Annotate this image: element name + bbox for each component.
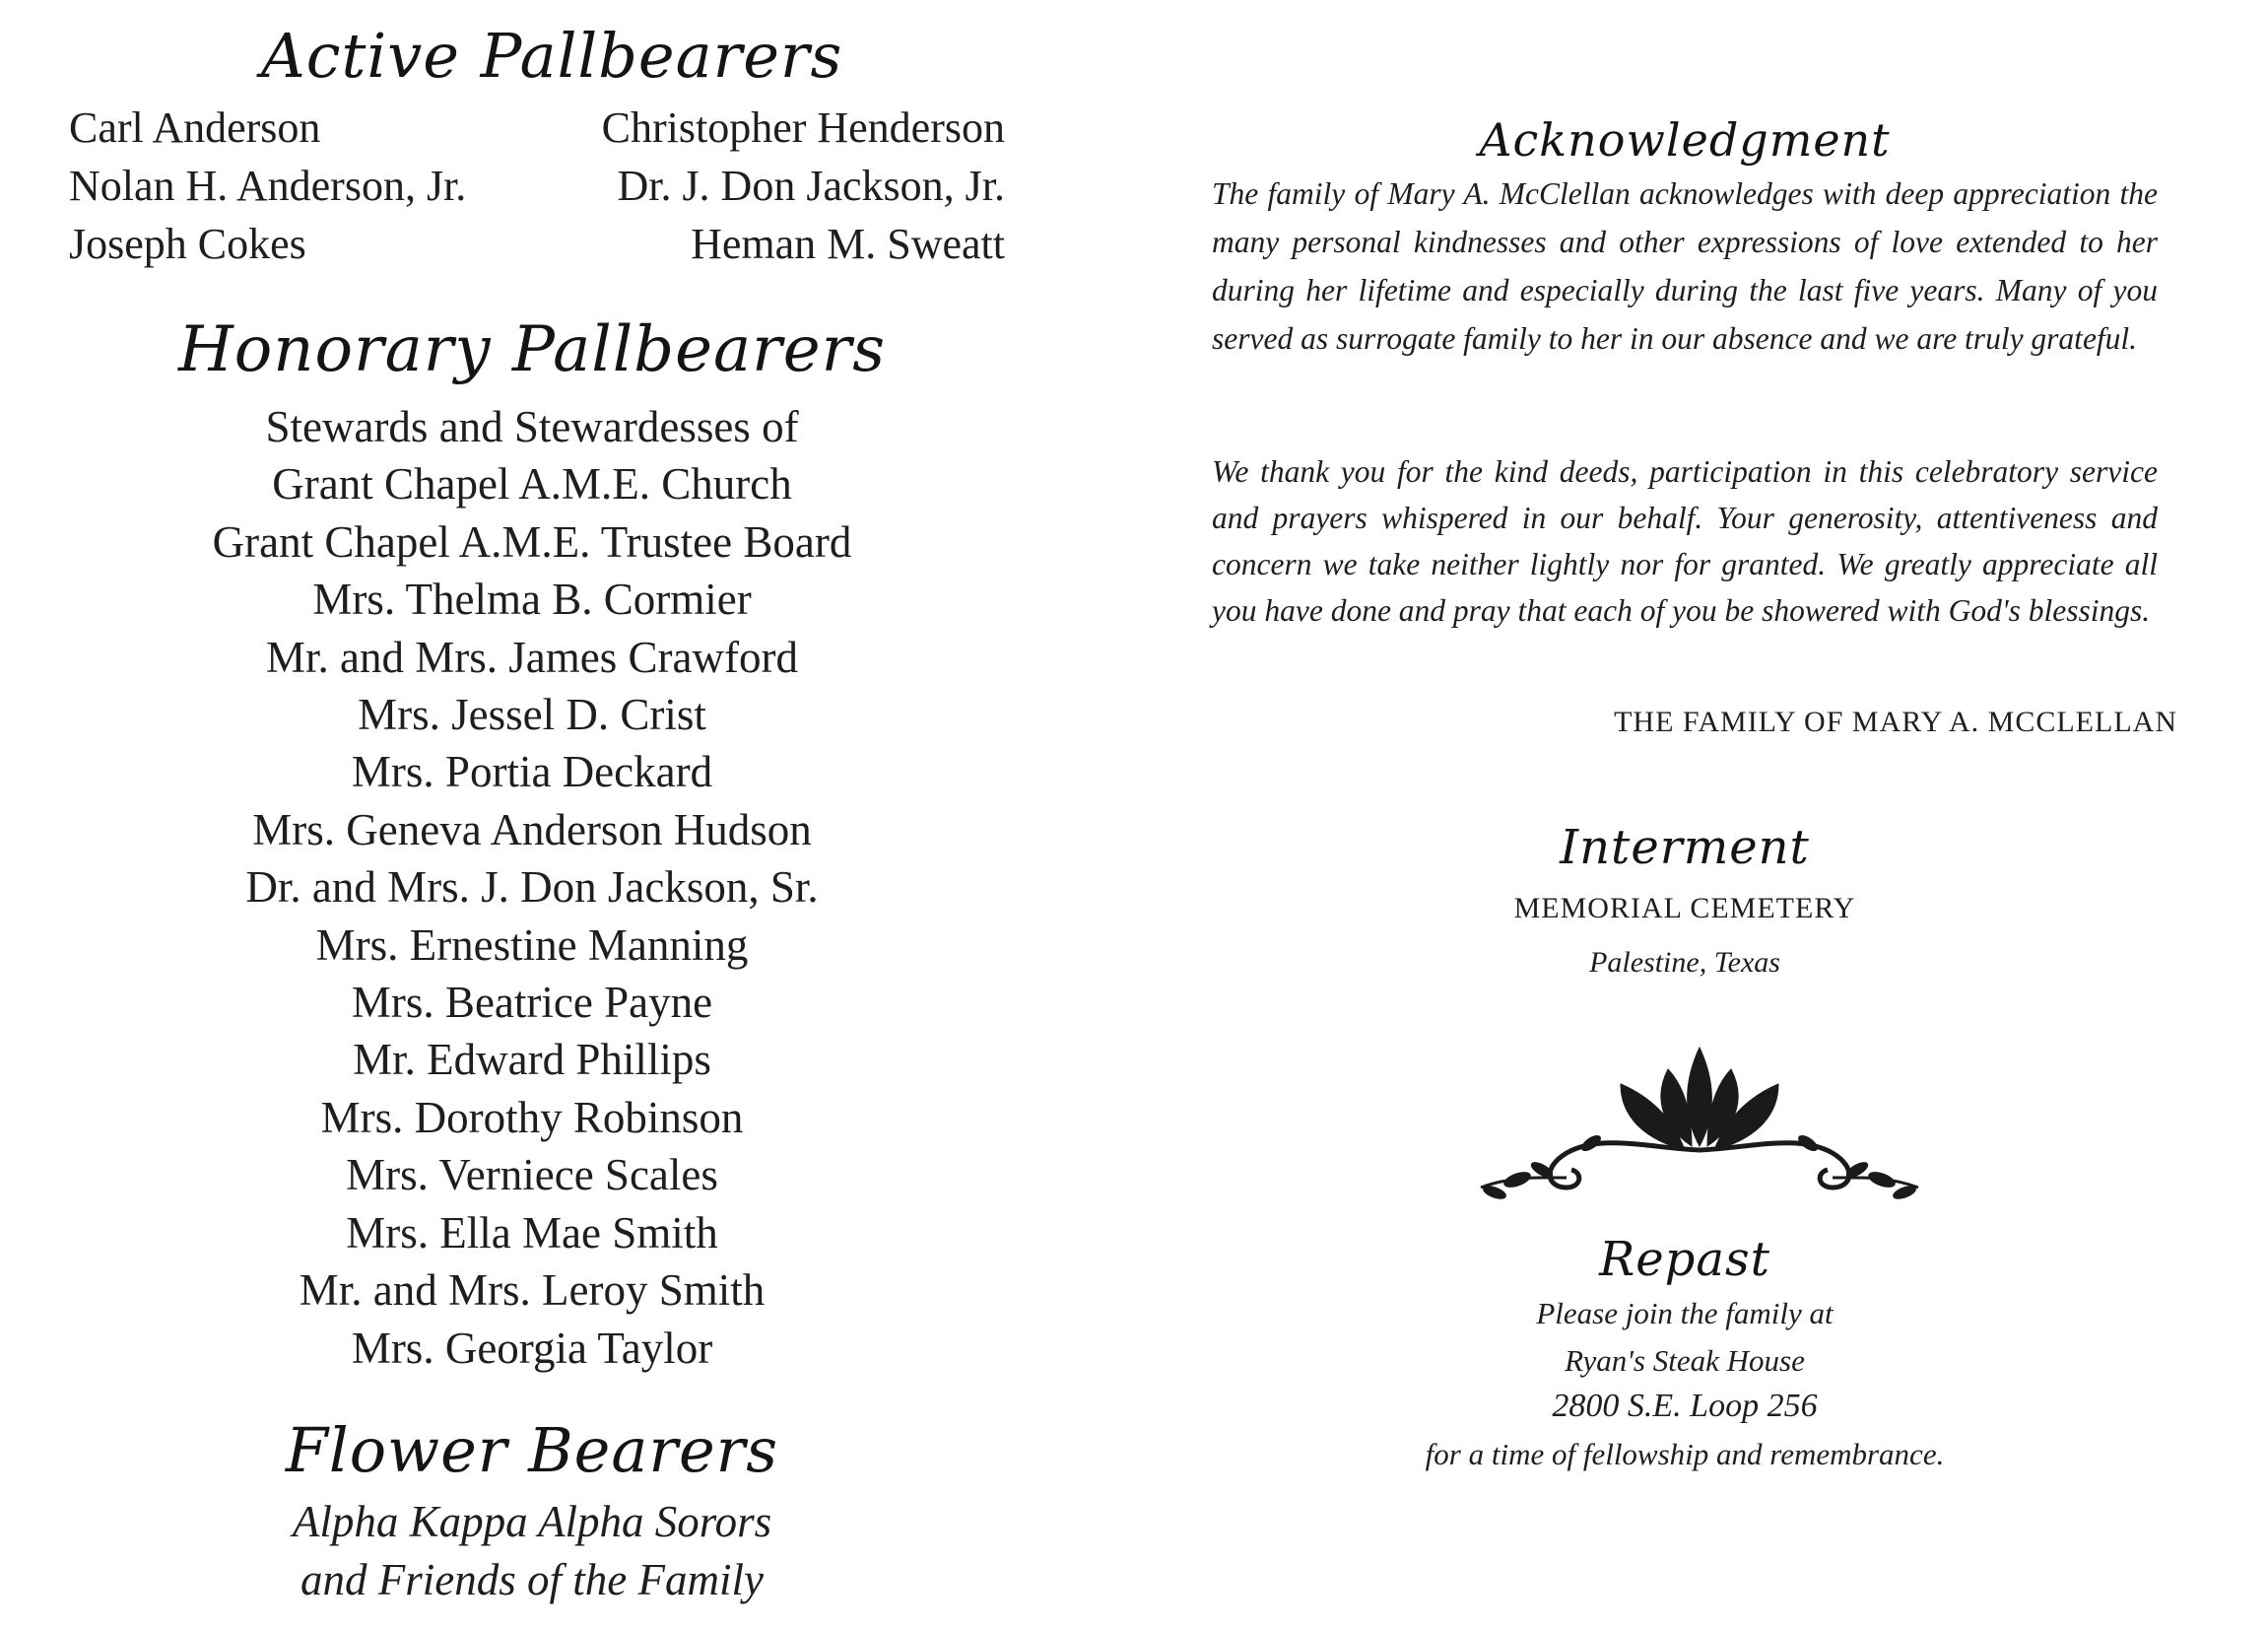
honorary-name: Dr. and Mrs. J. Don Jackson, Sr. (245, 862, 819, 913)
honorary-name: Stewards and Stewardesses of (265, 402, 799, 451)
honorary-name: Mrs. Jessel D. Crist (358, 690, 706, 740)
interment-location: Palestine, Texas (1589, 946, 1780, 979)
flower-bearer-line: Alpha Kappa Alpha Sorors (292, 1497, 772, 1546)
honorary-pallbearers-heading: Honorary Pallbearers (177, 313, 887, 386)
active-pallbearers-column-1 (69, 99, 466, 273)
acknowledgment-paragraph-2: We thank you for the kind deeds, participation in this celebratory service and prayers whispered in our behalf. Your generosity, attentiveness and concern we take neither lightly nor for granted. We greatly appreciate all you have done and pray that each of you be showered with God's blessings. (1212, 454, 2158, 628)
flower-bearer-line: and Friends of the Family (300, 1555, 764, 1604)
honorary-pallbearers-list (0, 398, 1064, 1377)
left-page (0, 0, 1064, 1631)
honorary-name: Grant Chapel A.M.E. Trustee Board (212, 516, 852, 567)
honorary-name: Mr. and Mrs. Leroy Smith (299, 1265, 766, 1316)
flower-bearers-list (0, 1493, 1064, 1609)
repast-restaurant: Ryan's Steak House (1565, 1343, 1805, 1378)
repast-line: for a time of fellowship and remembrance. (1425, 1437, 1945, 1471)
honorary-name: Mrs. Georgia Taylor (351, 1323, 713, 1373)
interment-heading: Interment (1560, 820, 1810, 875)
pallbearer-name: Nolan H. Anderson, Jr. (69, 162, 467, 210)
honorary-name: Grant Chapel A.M.E. Church (272, 459, 792, 510)
honorary-name: Mrs. Portia Deckard (351, 747, 713, 797)
honorary-name: Mrs. Dorothy Robinson (320, 1092, 744, 1142)
honorary-name: Mrs. Geneva Anderson Hudson (252, 804, 812, 854)
repast-line: Please join the family at (1536, 1296, 1834, 1330)
honorary-name: Mrs. Ernestine Manning (315, 919, 749, 970)
right-page (1163, 0, 2268, 1631)
leaf-flourish-icon (1473, 1040, 1926, 1207)
active-pallbearers-heading: Active Pallbearers (261, 20, 843, 92)
active-pallbearers-column-2 (602, 99, 1005, 273)
acknowledgment-heading: Acknowledgment (1479, 113, 1891, 167)
pallbearer-name: Heman M. Sweatt (691, 220, 1005, 268)
honorary-name: Mrs. Beatrice Payne (351, 978, 713, 1028)
pallbearer-name: Christopher Henderson (601, 103, 1005, 152)
family-signature: THE FAMILY OF MARY A. MCCLELLAN (1614, 706, 2177, 738)
honorary-name: Mrs. Ella Mae Smith (346, 1207, 718, 1257)
interment-place: MEMORIAL CEMETERY (1513, 892, 1856, 924)
honorary-name: Mr. and Mrs. James Crawford (266, 632, 798, 682)
honorary-name: Mr. Edward Phillips (353, 1035, 711, 1085)
flower-bearers-heading: Flower Bearers (285, 1414, 779, 1486)
honorary-name: Mrs. Thelma B. Cormier (312, 575, 752, 625)
repast-address: 2800 S.E. Loop 256 (1552, 1388, 1818, 1424)
pallbearer-name: Carl Anderson (69, 103, 321, 152)
pallbearer-name: Dr. J. Don Jackson, Jr. (617, 162, 1005, 210)
pallbearer-name: Joseph Cokes (69, 220, 306, 268)
acknowledgment-paragraph-1: The family of Mary A. McClellan acknowledges with deep appreciation the many personal kindnesses and other expressions of love extended to her during her lifetime and especially during the last five years. Many of you served as surrogate family to her in our absence and we are truly grateful. (1212, 176, 2158, 356)
honorary-name: Mrs. Verniece Scales (346, 1150, 718, 1200)
repast-heading: Repast (1599, 1232, 1770, 1287)
